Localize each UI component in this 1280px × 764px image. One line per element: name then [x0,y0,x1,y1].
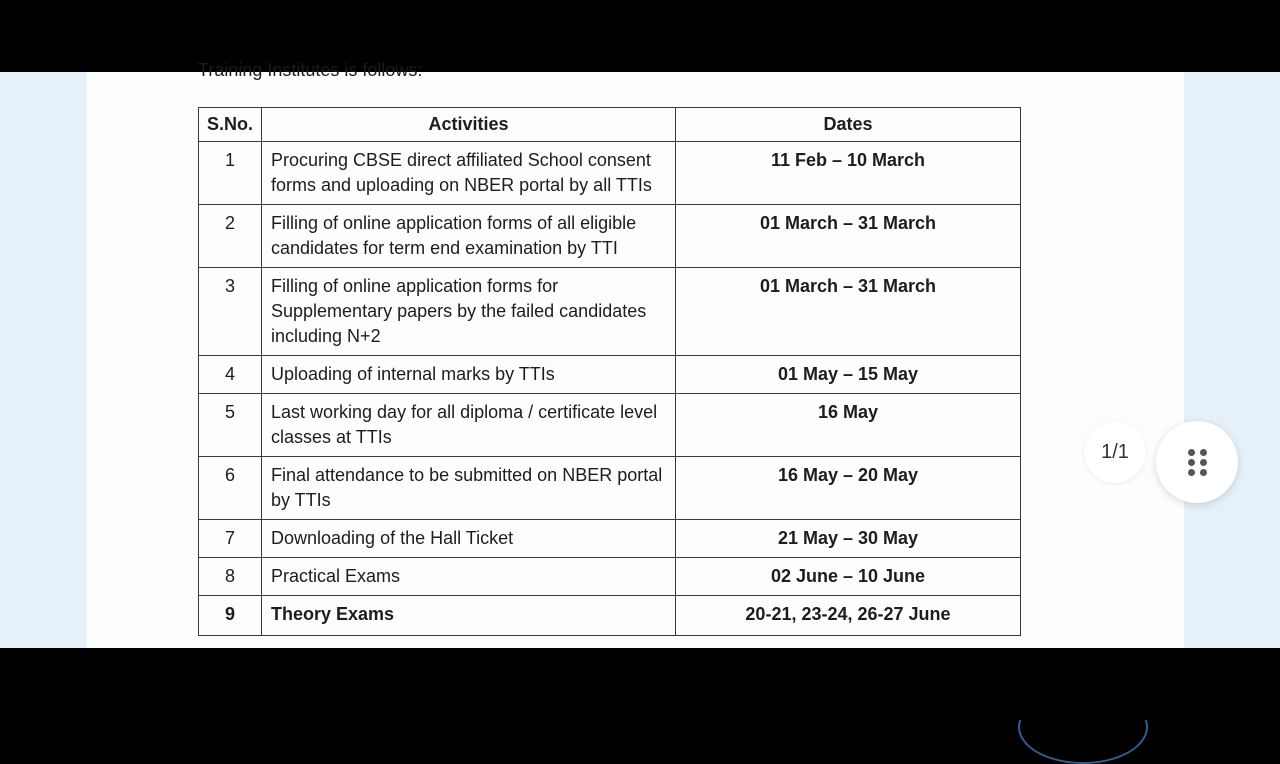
row-dates: 21 May – 30 May [676,520,1021,558]
row-sno: 6 [199,457,262,520]
row-sno: 7 [199,520,262,558]
row-sno: 4 [199,356,262,394]
row-activity: Uploading of internal marks by TTIs [262,356,676,394]
header-dates: Dates [676,108,1021,142]
row-sno: 3 [199,268,262,356]
top-black-bar [0,0,1280,72]
table-header-row [199,108,1021,142]
row-activity: Last working day for all diploma / certificate level classes at TTIs [262,394,676,457]
table-row [199,142,1021,205]
row-activity: Practical Exams [262,558,676,596]
row-dates: 01 March – 31 March [676,268,1021,356]
intro-text: Training Institutes is follows: [198,60,423,80]
table-row [199,520,1021,558]
header-activities: Activities [262,108,676,142]
row-activity: Filling of online application forms of all eligible candidates for term end examination by TTI [262,205,676,268]
row-activity: Downloading of the Hall Ticket [262,520,676,558]
row-activity: Procuring CBSE direct affiliated School consent forms and uploading on NBER portal by all TTIs [262,142,676,205]
row-activity: Filling of online application forms for Supplementary papers by the failed candidates including N+2 [262,268,676,356]
table-row [199,457,1021,520]
header-sno: S.No. [199,108,262,142]
row-sno: 5 [199,394,262,457]
table-row [199,268,1021,356]
row-dates: 11 Feb – 10 March [676,142,1021,205]
row-dates: 01 March – 31 March [676,205,1021,268]
row-dates: 02 June – 10 June [676,558,1021,596]
row-sno: 2 [199,205,262,268]
row-sno: 1 [199,142,262,205]
row-dates: 01 May – 15 May [676,356,1021,394]
table-row [199,356,1021,394]
row-dates: 16 May – 20 May [676,457,1021,520]
document-page [87,60,1184,648]
bottom-black-bar [0,648,1280,720]
table-row [199,558,1021,596]
row-sno: 9 [199,596,262,636]
row-activity: Theory Exams [262,596,676,636]
table-row [199,394,1021,457]
row-dates: 16 May [676,394,1021,457]
schedule-table [198,107,1021,636]
row-activity: Final attendance to be submitted on NBER portal by TTIs [262,457,676,520]
row-sno: 8 [199,558,262,596]
row-dates: 20-21, 23-24, 26-27 June [676,596,1021,636]
table-row [199,205,1021,268]
table-row [199,596,1021,636]
grid-dots-icon [1188,449,1207,476]
menu-button[interactable] [1156,421,1238,503]
page-indicator: 1/1 [1084,421,1146,483]
document-viewer[interactable] [0,60,1280,648]
